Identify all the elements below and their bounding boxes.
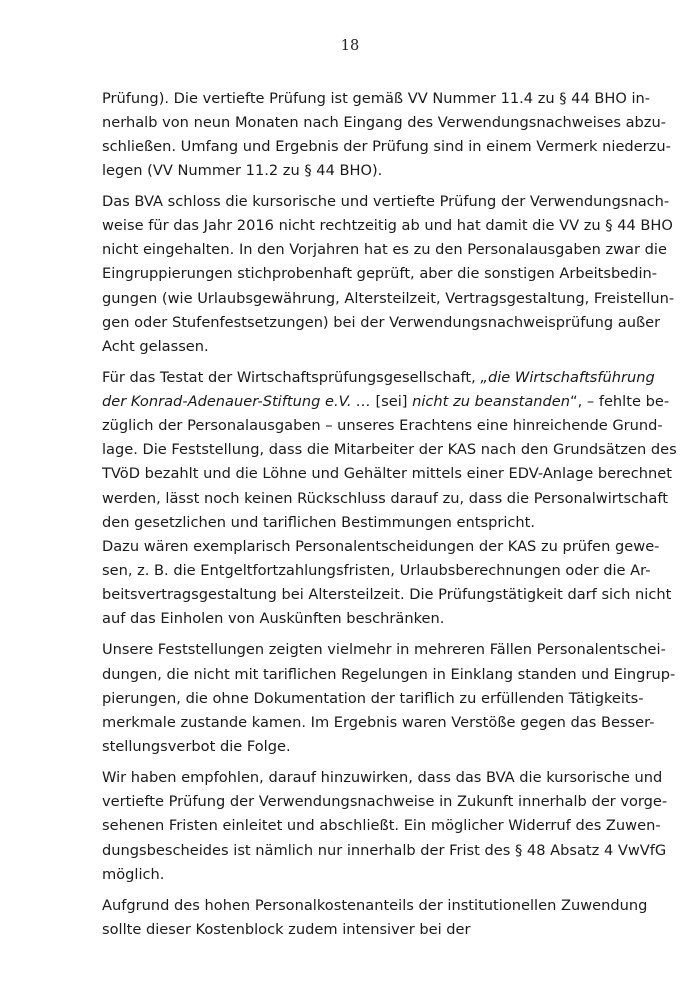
text-line	[102, 393, 670, 411]
italic-quote: der Konrad-Adenauer-Stiftung e.V. …	[102, 393, 376, 410]
text-line: lage. Die Feststellung, dass die Mitarbeiter der KAS nach den Grundsätzen des	[102, 441, 677, 458]
text-line: werden, lässt noch keinen Rückschluss darauf zu, dass die Personalwirtschaft	[102, 490, 668, 507]
text-line: Acht gelassen.	[102, 338, 209, 355]
italic-quote: „die Wirtschaftsführung	[480, 369, 655, 386]
text-line: Eingruppierungen stichprobenhaft geprüft, aber die sonstigen Arbeitsbedin-	[102, 265, 658, 282]
text-line: nicht eingehalten. In den Vorjahren hat es zu den Personalausgaben zwar die	[102, 241, 667, 258]
italic-quote: nicht zu beanstanden	[412, 393, 571, 410]
text-line: Prüfung). Die vertiefte Prüfung ist gemäß VV Nummer 11.4 zu § 44 BHO in-	[102, 90, 651, 107]
text-line: Aufgrund des hohen Personalkostenanteils der institutionellen Zuwendung	[102, 897, 648, 914]
text-line: pierungen, die ohne Dokumentation der tariflich zu erfüllenden Tätigkeits-	[102, 690, 644, 707]
text-line: sen, z. B. die Entgeltfortzahlungsfristen, Urlaubsberechnungen oder die Ar-	[102, 562, 651, 579]
text-line: möglich.	[102, 866, 165, 883]
text-line: weise für das Jahr 2016 nicht rechtzeitig ab und hat damit die VV zu § 44 BHO	[102, 217, 673, 234]
text-line: züglich der Personalausgaben – unseres Erachtens eine hinreichende Grund-	[102, 417, 663, 434]
text-line: dungsbescheides ist nämlich nur innerhalb der Frist des § 48 Absatz 4 VwVfG	[102, 842, 667, 859]
text-line	[102, 369, 655, 387]
text-line: Unsere Feststellungen zeigten vielmehr in mehreren Fällen Personalentschei-	[102, 641, 666, 658]
text-line: merkmale zustande kamen. Im Ergebnis waren Verstöße gegen das Besser-	[102, 714, 655, 731]
text-line: dungen, die nicht mit tariflichen Regelungen in Einklang standen und Eingrup-	[102, 666, 676, 683]
text-line: gungen (wie Urlaubsgewährung, Altersteilzeit, Vertragsgestaltung, Freistellun-	[102, 290, 675, 307]
text-line: sehenen Fristen einleitet und abschließt. Ein möglicher Widerruf des Zuwen-	[102, 817, 661, 834]
text-line: legen (VV Nummer 11.2 zu § 44 BHO).	[102, 162, 383, 179]
text-line: nerhalb von neun Monaten nach Eingang des Verwendungsnachweises abzu-	[102, 114, 666, 131]
text-line: Dazu wären exemplarisch Personalentscheidungen der KAS zu prüfen gewe-	[102, 538, 660, 555]
text-line: TVöD bezahlt und die Löhne und Gehälter mittels einer EDV-Anlage berechnet	[102, 465, 673, 482]
text-line: beitsvertragsgestaltung bei Altersteilzeit. Die Prüfungstätigkeit darf sich nicht	[102, 586, 672, 603]
text-line: Wir haben empfohlen, darauf hinzuwirken, dass das BVA die kursorische und	[102, 769, 663, 786]
page-number: 18	[340, 38, 360, 54]
text-line: den gesetzlichen und tariflichen Bestimmungen entspricht.	[102, 514, 536, 531]
text-line: stellungsverbot die Folge.	[102, 738, 291, 755]
text-line: schließen. Umfang und Ergebnis der Prüfung sind in einem Vermerk niederzu-	[102, 138, 671, 155]
text-segment: Für das Testat der Wirtschaftsprüfungsgesellschaft,	[102, 369, 481, 386]
text-segment: “, – fehlte be-	[570, 393, 670, 410]
text-segment: [sei]	[375, 393, 413, 410]
text-line: sollte dieser Kostenblock zudem intensiver bei der	[102, 921, 471, 938]
text-line: Das BVA schloss die kursorische und vertiefte Prüfung der Verwendungsnach-	[102, 193, 670, 210]
text-line: auf das Einholen von Auskünften beschränken.	[102, 610, 445, 627]
text-line: vertiefte Prüfung der Verwendungsnachweise in Zukunft innerhalb der vorge-	[102, 793, 668, 810]
text-line: gen oder Stufenfestsetzungen) bei der Verwendungsnachweisprüfung außer	[102, 314, 661, 331]
